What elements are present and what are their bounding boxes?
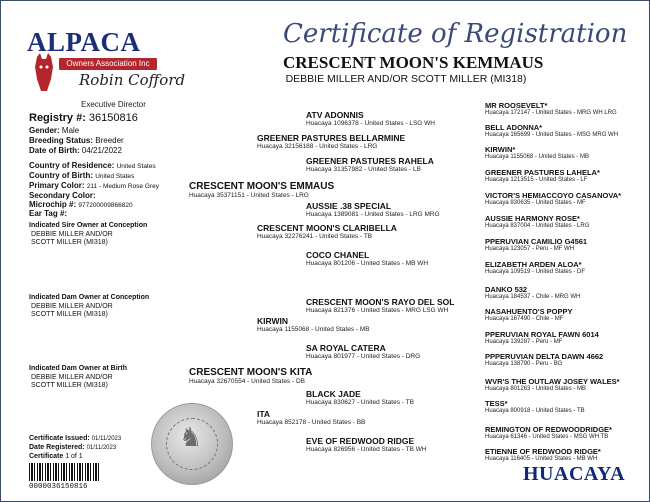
barcode	[29, 463, 101, 481]
dam-birth-heading: Indicated Dam Owner at Birth	[29, 365, 128, 372]
country-residence-row: Country of Residence: United States	[29, 161, 156, 170]
gg-grandparent-detail: Huacaya 172147 - United States - MRG WH LRG	[485, 110, 617, 116]
great-grandparent-detail: Huacaya 1389081 - United States - LRG MRG	[306, 211, 440, 218]
association-seal	[151, 403, 233, 485]
gg-grandparent-name: GREENER PASTURES LAHELA*	[485, 168, 600, 177]
registry-number	[29, 112, 138, 124]
great-grandparent-detail: Huacaya 1096378 - United States - LSG WH	[306, 120, 435, 127]
gg-grandparent-detail: Huacaya 1213515 - United States - LF	[485, 177, 588, 183]
gg-grandparent-name: DANKO 532	[485, 285, 528, 294]
certificate-count-row: Certificate 1 of 1	[29, 453, 83, 460]
grandparent-name: ITA	[257, 409, 271, 419]
gg-grandparent-name: BELL ADONNA*	[485, 123, 543, 132]
gg-grandparent-name: TESS*	[485, 399, 508, 408]
great-grandparent-detail: Huacaya 830627 - United States - TB	[306, 399, 414, 406]
gg-grandparent-name: KIRWIN*	[485, 145, 516, 154]
gg-grandparent-name: ETIENNE OF REDWOOD RIDGE*	[485, 447, 601, 456]
registry-label: Registry #:	[29, 112, 86, 124]
sire-owner-heading: Indicated Sire Owner at Conception	[29, 222, 148, 229]
gg-grandparent-detail: Huacaya 167490 - Chile - MF	[485, 316, 564, 322]
dam-detail: Huacaya 32670554 - United States - DB	[189, 378, 305, 385]
great-grandparent-detail: Huacaya 826956 - United States - TB WH	[306, 446, 427, 453]
gg-grandparent-detail: Huacaya 830635 - United States - MF	[485, 200, 586, 206]
gg-grandparent-name: NASAHUENTO'S POPPY	[485, 307, 573, 316]
gg-grandparent-detail: Huacaya 1155068 - United States - MB	[485, 154, 589, 160]
dam-birth-line1: DEBBIE MILLER AND/OR	[31, 374, 113, 381]
sire-owner-line1: DEBBIE MILLER AND/OR	[31, 231, 113, 238]
ear-tag-row: Ear Tag #:	[29, 209, 68, 218]
cert-issued-row: Certificate Issued: 01/11/2023	[29, 435, 122, 442]
primary-color-row: Primary Color: 211 - Medium Rose Grey	[29, 181, 159, 190]
logo-subtitle: Owners Association Inc	[59, 58, 157, 70]
dam-conception-line1: DEBBIE MILLER AND/OR	[31, 303, 113, 310]
gg-grandparent-name: MR ROOSEVELT*	[485, 101, 548, 110]
gg-grandparent-detail: Huacaya 138790 - Peru - BG	[485, 361, 563, 367]
dam-conception-line2: SCOTT MILLER (MI318)	[31, 311, 108, 318]
great-grandparent-name: EVE OF REDWOOD RIDGE	[306, 436, 415, 446]
gg-grandparent-name: VICTOR'S HEMIACCOYO CASANOVA*	[485, 191, 622, 200]
gg-grandparent-name: PPERUVIAN CAMILIO G4561	[485, 237, 588, 246]
country-birth-row: Country of Birth: United States	[29, 171, 135, 180]
sire-detail: Huacaya 35371151 - United States - LRG	[189, 192, 309, 199]
certificate-title: Certificate of Registration	[283, 19, 628, 49]
great-grandparent-name: ATV ADONNIS	[306, 110, 364, 120]
gg-grandparent-detail: Huacaya 61346 - United States - MSG WH TB	[485, 434, 609, 440]
great-grandparent-detail: Huacaya 31357982 - United States - LB	[306, 166, 421, 173]
grandparent-name: KIRWIN	[257, 316, 289, 326]
great-grandparent-name: BLACK JADE	[306, 389, 361, 399]
gg-grandparent-detail: Huacaya 165699 - United States - MSG MRG WH	[485, 132, 619, 138]
dam-birth-line2: SCOTT MILLER (MI318)	[31, 382, 108, 389]
dam-conception-heading: Indicated Dam Owner at Conception	[29, 294, 150, 301]
gg-grandparent-name: REMINGTON OF REDWOODRIDGE*	[485, 425, 612, 434]
breed-label: HUACAYA	[523, 463, 626, 485]
registry-value: 36150816	[88, 112, 138, 124]
grandparent-name: CRESCENT MOON'S CLARIBELLA	[257, 223, 397, 233]
grandparent-detail: Huacaya 852178 - United States - BB	[257, 419, 366, 426]
great-grandparent-detail: Huacaya 801977 - United States - DRG	[306, 353, 421, 360]
animal-name: CRESCENT MOON'S KEMMAUS	[283, 53, 544, 72]
gg-grandparent-name: ELIZABETH ARDEN ALOA*	[485, 260, 582, 269]
sire-name: CRESCENT MOON'S EMMAUS	[189, 181, 335, 192]
great-grandparent-name: GREENER PASTURES RAHELA	[306, 156, 434, 166]
microchip-row: Microchip #: 977200009866820	[29, 200, 133, 209]
owner-line: DEBBIE MILLER AND/OR SCOTT MILLER (MI318)	[285, 73, 527, 85]
alpaca-head-icon	[29, 53, 59, 98]
gg-grandparent-detail: Huacaya 116405 - United States - MB WH	[485, 456, 598, 462]
alpaca-seal-icon: ♞	[179, 422, 203, 452]
grandparent-detail: Huacaya 32156188 - United States - LRG	[257, 143, 378, 150]
signature-title: Executive Director	[81, 100, 146, 109]
grandparent-detail: Huacaya 32276241 - United States - TB	[257, 233, 373, 240]
signature: Robin Cofford	[79, 71, 186, 89]
great-grandparent-detail: Huacaya 801206 - United States - MB WH	[306, 260, 429, 267]
sire-owner-line2: SCOTT MILLER (MI318)	[31, 239, 108, 246]
gg-grandparent-name: WVR'S THE OUTLAW JOSEY WALES*	[485, 377, 620, 386]
barcode-number: 0000036150816	[29, 483, 88, 491]
grandparent-detail: Huacaya 1155068 - United States - MB	[257, 326, 370, 333]
grandparent-name: GREENER PASTURES BELLARMINE	[257, 133, 406, 143]
logo-wordmark: ALPACA	[27, 27, 141, 57]
date-registered-row: Date Registered: 01/11/2023	[29, 444, 117, 451]
dob-row: Date of Birth: 04/21/2022	[29, 146, 122, 155]
gg-grandparent-detail: Huacaya 837004 - United States - LRG	[485, 223, 590, 229]
gg-grandparent-detail: Huacaya 800918 - United States - TB	[485, 408, 585, 414]
great-grandparent-name: SA ROYAL CATERA	[306, 343, 386, 353]
gg-grandparent-detail: Huacaya 184537 - Chile - MRG WH	[485, 294, 581, 300]
great-grandparent-name: CRESCENT MOON'S RAYO DEL SOL	[306, 297, 455, 307]
great-grandparent-name: AUSSIE .38 SPECIAL	[306, 201, 392, 211]
gg-grandparent-name: AUSSIE HARMONY ROSE*	[485, 214, 580, 223]
gg-grandparent-detail: Huacaya 801263 - United States - MB	[485, 386, 587, 392]
gg-grandparent-detail: Huacaya 123057 - Peru - MF WH	[485, 246, 575, 252]
dam-name: CRESCENT MOON'S KITA	[189, 367, 313, 378]
breeding-status-row: Breeding Status: Breeder	[29, 136, 124, 145]
great-grandparent-detail: Huacaya 821376 - United States - MRG LSG WH	[306, 307, 449, 314]
gg-grandparent-detail: Huacaya 139287 - Peru - MF	[485, 339, 563, 345]
great-grandparent-name: COCO CHANEL	[306, 250, 370, 260]
gg-grandparent-detail: Huacaya 109519 - United States - DF	[485, 269, 586, 275]
gender-row: Gender: Male	[29, 126, 80, 135]
gg-grandparent-name: PPERUVIAN ROYAL FAWN 6014	[485, 330, 599, 339]
gg-grandparent-name: PPPERUVIAN DELTA DAWN 4662	[485, 352, 604, 361]
secondary-color-row: Secondary Color:	[29, 191, 96, 200]
